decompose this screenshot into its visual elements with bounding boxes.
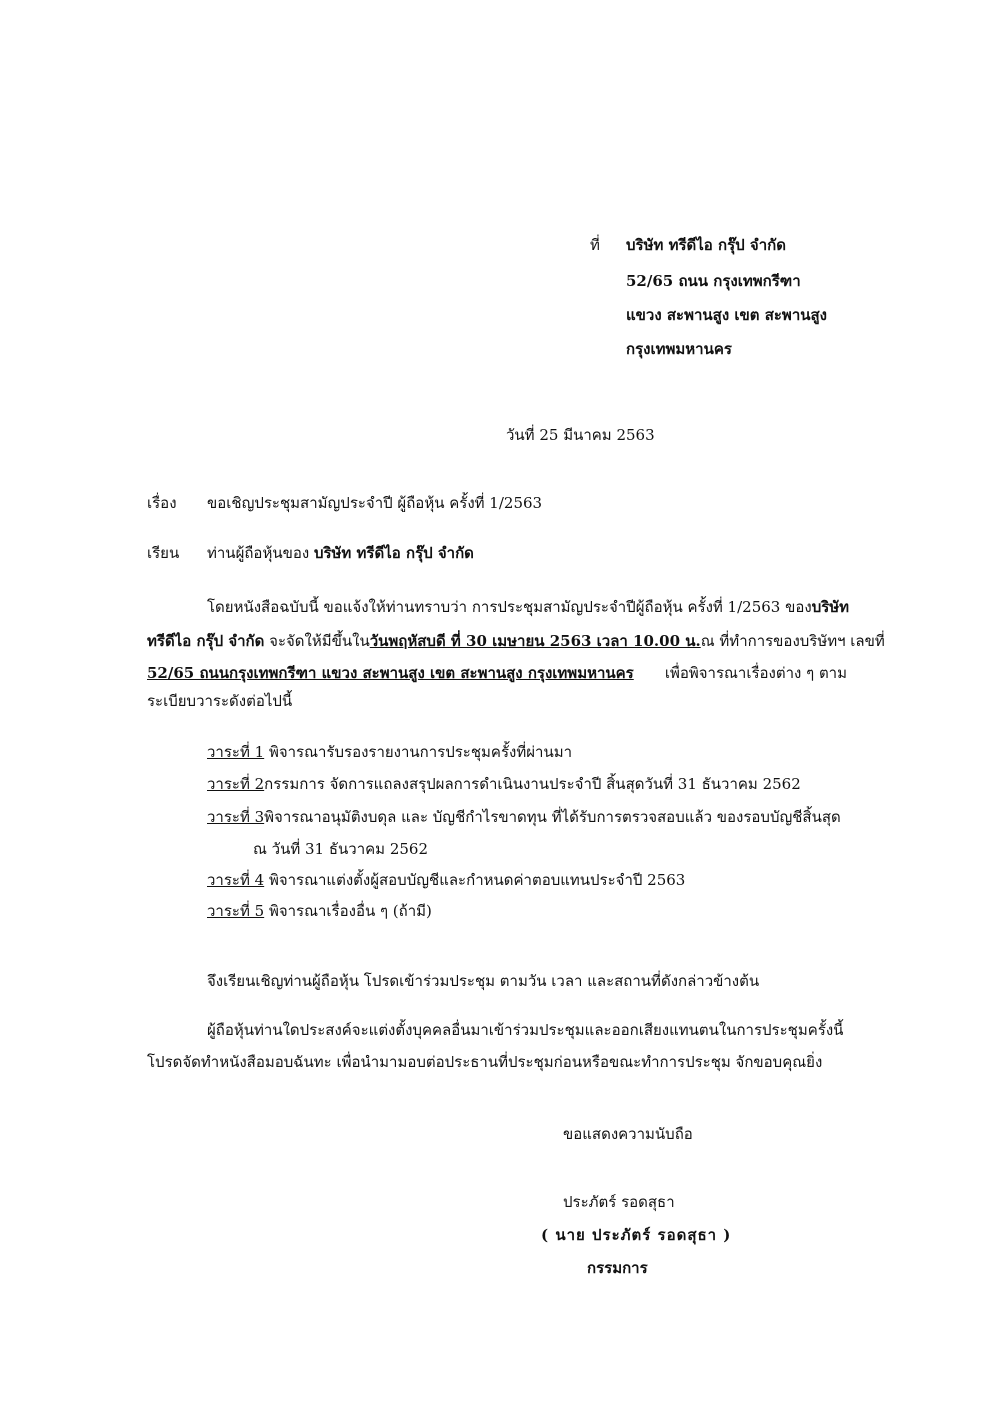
signatory-name: ( นาย ประภัตร์ รอดสุธา ): [541, 1226, 732, 1244]
recipient-text: [207, 544, 474, 562]
paragraph1-line4: ระเบียบวาระดังต่อไปนี้: [147, 692, 293, 710]
agenda-text: พิจารณาแต่งตั้งผู้สอบบัญชีและกำหนดค่าตอบแทนประจำปี 2563: [264, 871, 686, 889]
signatory-title: กรรมการ: [587, 1259, 648, 1277]
paragraph1-line2-text: จะจัดให้มีขึ้นใน: [269, 632, 370, 650]
paragraph1-line3-text: เพื่อพิจารณาเรื่องต่าง ๆ ตาม: [664, 664, 847, 682]
address-line-company: บริษัท ทรีดีไอ กรุ๊ป จำกัด: [626, 236, 786, 254]
invitation-text: จึงเรียนเชิญท่านผู้ถือหุ้น โปรดเข้าร่วมประชุม ตามวัน เวลา และสถานที่ดังกล่าวข้างต้น: [207, 972, 760, 990]
paragraph1-line3: [147, 664, 847, 682]
signature: ประภัตร์ รอดสุธา: [563, 1193, 675, 1211]
address-label: ที่: [590, 236, 600, 254]
agenda-label: วาระที่ 4: [207, 871, 265, 889]
subject-label: เรื่อง: [147, 494, 177, 512]
paragraph1-line2: [147, 632, 885, 650]
address-line-city: กรุงเทพมหานคร: [626, 340, 732, 358]
agenda-item-3: [207, 808, 841, 826]
recipient-prefix: ท่านผู้ถือหุ้นของ: [207, 544, 310, 562]
paragraph1-company-start: บริษัท: [811, 598, 850, 616]
agenda-text: พิจารณาเรื่องอื่น ๆ (ถ้ามี): [264, 902, 432, 920]
agenda-item-3-continuation: ณ วันที่ 31 ธันวาคม 2562: [253, 840, 428, 858]
proxy-paragraph-line2: โปรดจัดทำหนังสือมอบฉันทะ เพื่อนำมามอบต่อประธานที่ประชุมก่อนหรือขณะทำการประชุม จักขอบคุณยิ่ง: [147, 1053, 823, 1071]
agenda-label: วาระที่ 1: [207, 743, 265, 761]
agenda-item-5: [207, 902, 432, 920]
meeting-datetime: วันพฤหัสบดี ที่ 30 เมษายน 2563 เวลา 10.00 น.: [369, 632, 701, 650]
agenda-label: วาระที่ 2: [207, 775, 265, 793]
agenda-text: กรรมการ จัดการแถลงสรุปผลการดำเนินงานประจำปี สิ้นสุดวันที่ 31 ธันวาคม 2562: [264, 775, 801, 793]
subject-text: ขอเชิญประชุมสามัญประจำปี ผู้ถือหุ้น ครั้งที่ 1/2563: [207, 494, 543, 512]
address-line-district: แขวง สะพานสูง เขต สะพานสูง: [626, 306, 827, 324]
meeting-venue-address: 52/65 ถนนกรุงเทพกรีฑา แขวง สะพานสูง เขต สะพานสูง กรุงเทพมหานคร: [147, 664, 634, 682]
agenda-label: วาระที่ 3: [207, 808, 265, 826]
address-line-street: 52/65 ถนน กรุงเทพกรีฑา: [626, 272, 801, 290]
agenda-item-4: [207, 871, 685, 889]
closing-phrase: ขอแสดงความนับถือ: [563, 1125, 693, 1143]
paragraph1-venue-intro: ณ ที่ทำการของบริษัทฯ เลขที่: [700, 632, 885, 650]
letter-date: วันที่ 25 มีนาคม 2563: [506, 426, 655, 444]
agenda-item-1: [207, 743, 572, 761]
agenda-label: วาระที่ 5: [207, 902, 265, 920]
agenda-item-2: [207, 775, 801, 793]
recipient-company: บริษัท ทรีดีไอ กรุ๊ป จำกัด: [313, 544, 474, 562]
agenda-text: พิจารณาอนุมัติงบดุล และ บัญชีกำไรขาดทุน ที่ได้รับการตรวจสอบแล้ว ของรอบบัญชีสิ้นสุด: [264, 808, 841, 826]
agenda-text: พิจารณารับรองรายงานการประชุมครั้งที่ผ่านมา: [264, 743, 573, 761]
proxy-paragraph-line1: ผู้ถือหุ้นท่านใดประสงค์จะแต่งตั้งบุคคลอื่นมาเข้าร่วมประชุมและออกเสียงแทนตนในการประชุมครั้งนี้: [207, 1021, 844, 1039]
paragraph1-line1-text: โดยหนังสือฉบับนี้ ขอแจ้งให้ท่านทราบว่า การประชุมสามัญประจำปีผู้ถือหุ้น ครั้งที่ 1/2563 ของ: [207, 598, 812, 616]
recipient-label: เรียน: [147, 544, 180, 562]
paragraph1-line1: [207, 598, 850, 616]
paragraph1-company-end: ทรีดีไอ กรุ๊ป จำกัด: [147, 632, 265, 650]
